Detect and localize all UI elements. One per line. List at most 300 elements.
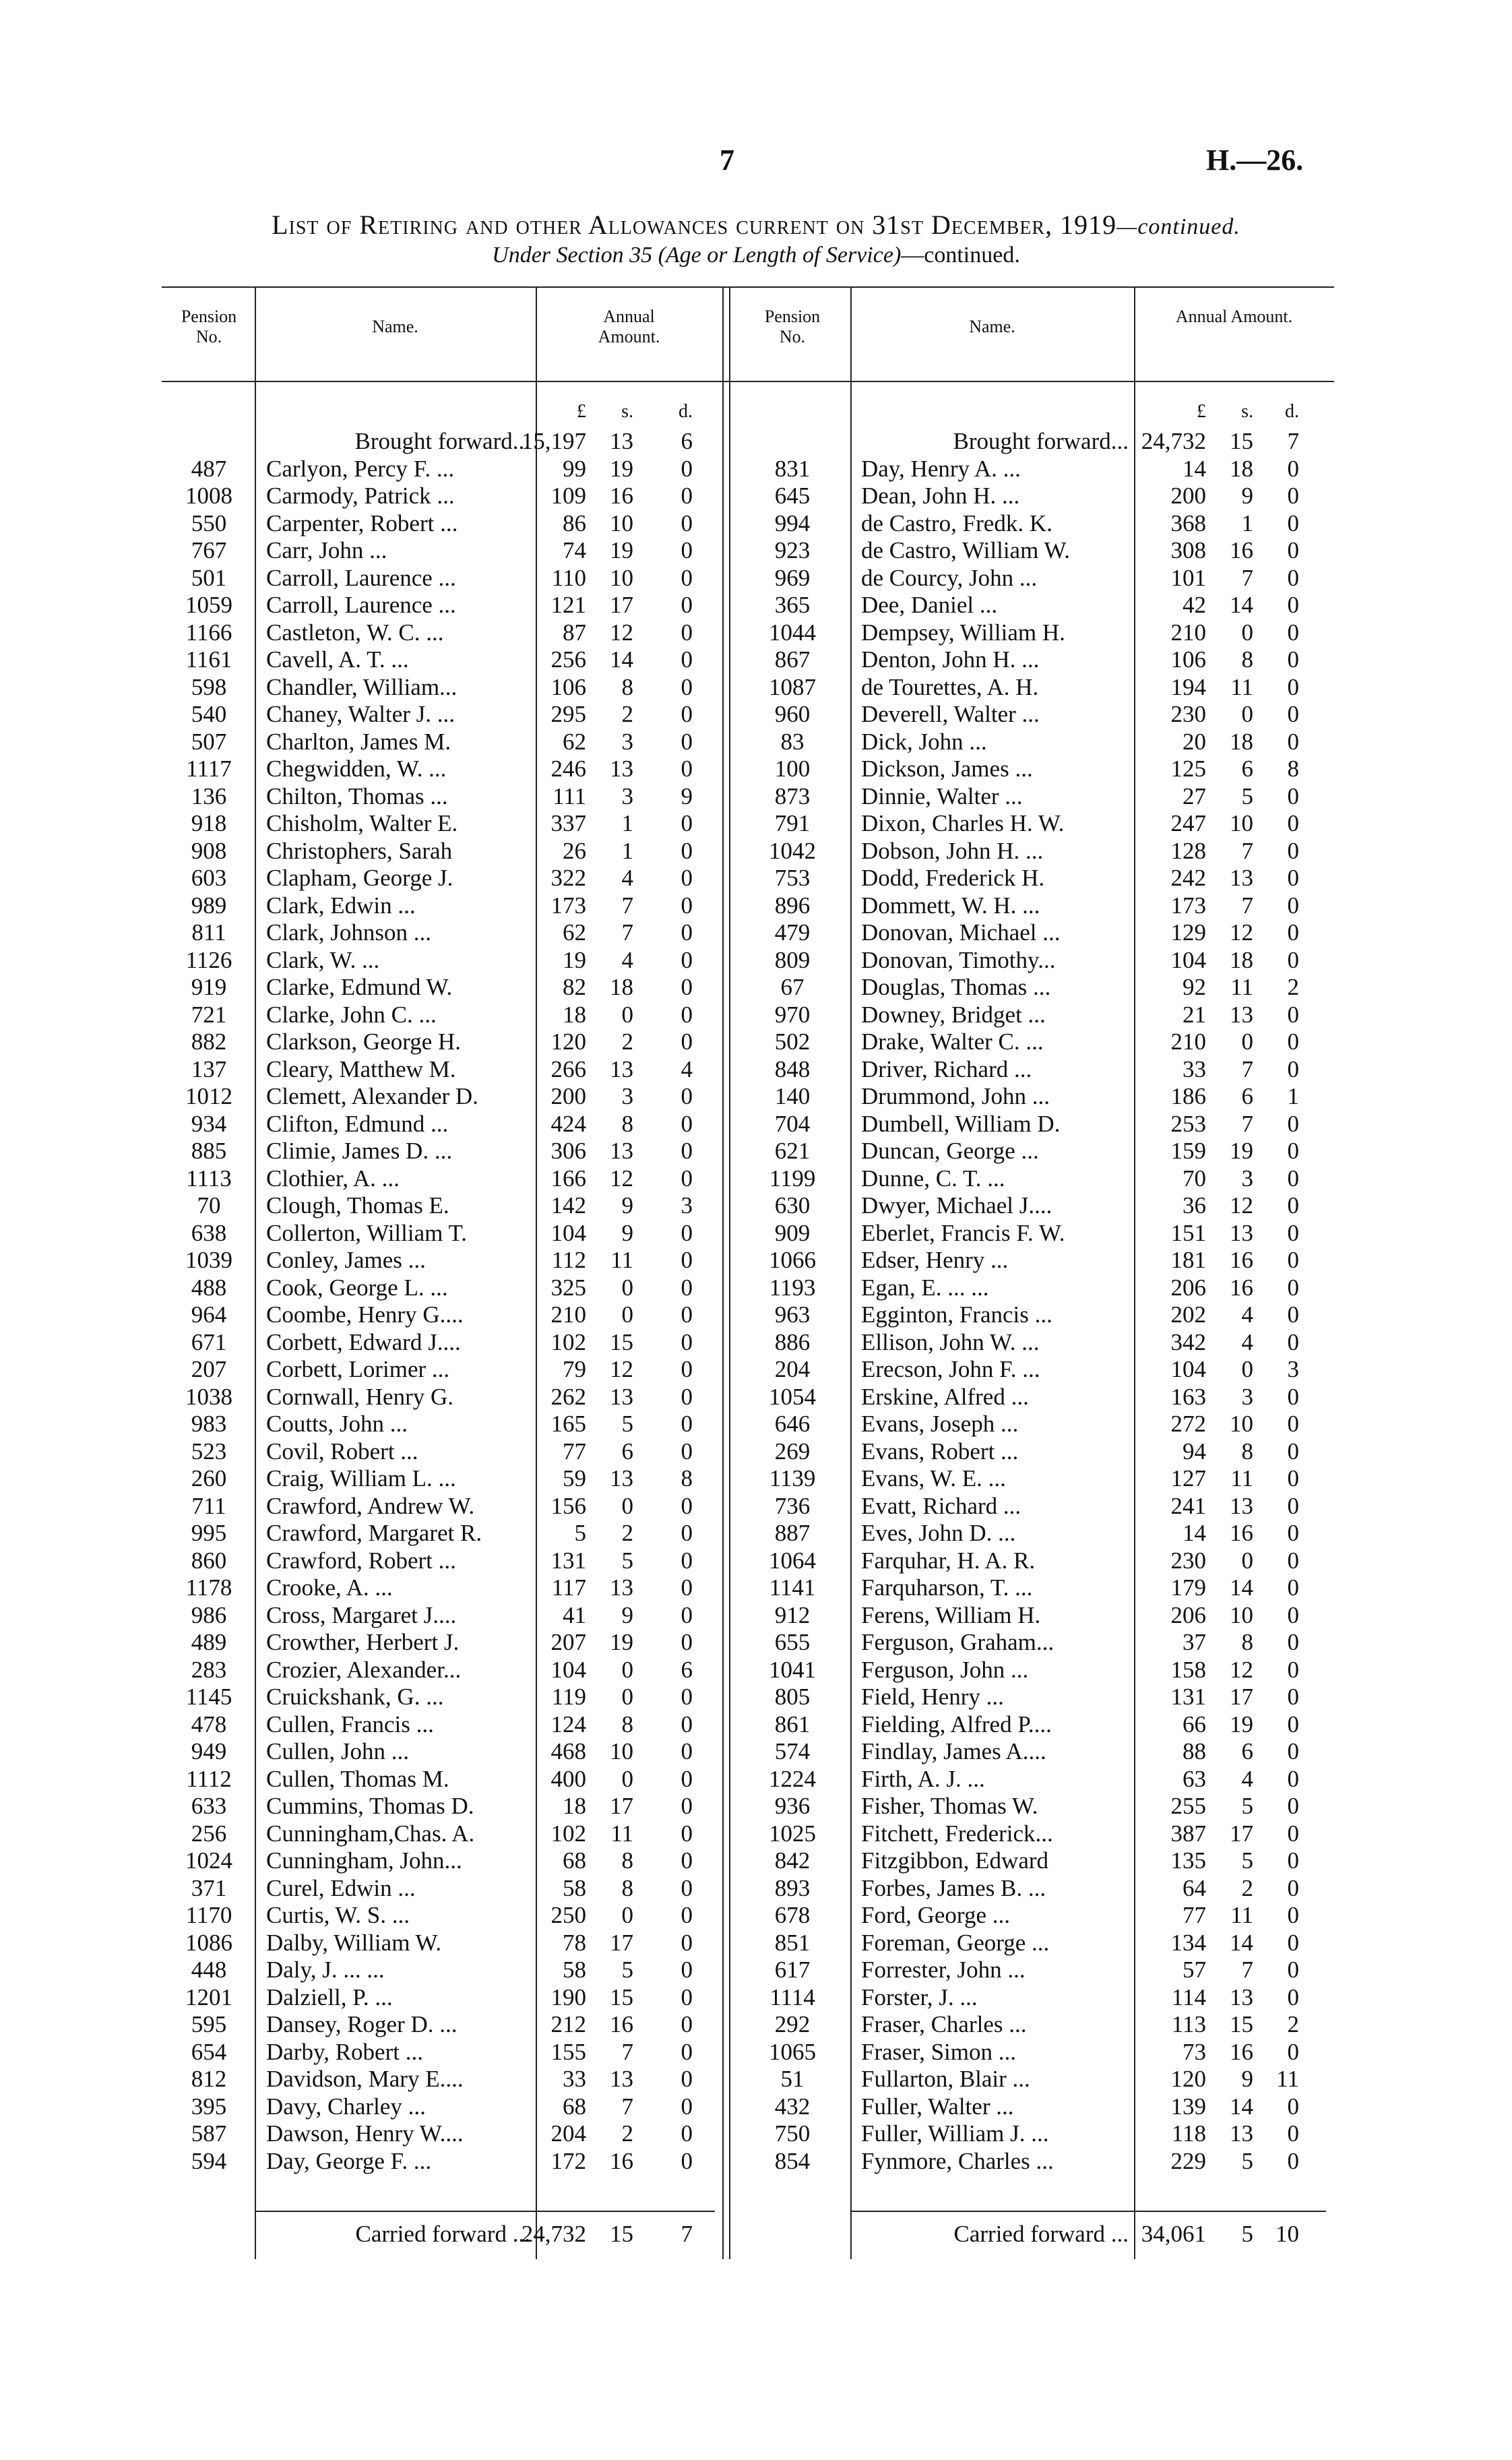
left-pensioner-name: Coutts, John ...	[266, 1411, 408, 1437]
left-pensioner-name: Cullen, John ...	[266, 1738, 409, 1764]
left-annual-amount-shillings: 13	[610, 1383, 633, 1410]
right-pension-no: 1114	[769, 1984, 815, 2010]
right-annual-amount-pounds: 368	[1170, 510, 1206, 536]
left-pensioner-name: Davidson, Mary E....	[266, 2066, 464, 2092]
left-pensioner-name: Carlyon, Percy F. ...	[266, 455, 455, 482]
left-annual-amount-pence: 0	[681, 946, 693, 973]
right-pensioner-name: Ferens, William H.	[861, 1601, 1041, 1628]
right-annual-amount-pence: 0	[1287, 1656, 1299, 1683]
left-annual-amount-pounds: 400	[550, 1765, 586, 1792]
left-annual-amount-pence: 0	[681, 1765, 693, 1792]
right-header-name: Name.	[969, 317, 1015, 336]
left-annual-amount-pounds: 306	[550, 1138, 586, 1164]
right-annual-amount-pence: 0	[1287, 1301, 1299, 1328]
left-pensioner-name: Chaney, Walter J. ...	[266, 701, 455, 727]
left-annual-amount-pence: 3	[681, 1192, 693, 1219]
left-annual-amount-shillings: 0	[621, 1492, 633, 1519]
right-pensioner-name: Drake, Walter C. ...	[861, 1028, 1044, 1055]
right-pension-no: 83	[780, 728, 805, 755]
left-pension-no: 860	[191, 1547, 227, 1574]
right-annual-amount-pence: 0	[1287, 1465, 1299, 1492]
left-annual-amount-pounds: 62	[563, 728, 586, 755]
right-currency-pence: d.	[1285, 401, 1299, 422]
left-annual-amount-shillings: 1	[621, 837, 633, 864]
right-annual-amount-shillings: 5	[1241, 2147, 1253, 2174]
left-pensioner-name: Cornwall, Henry G.	[266, 1383, 454, 1410]
left-annual-amount-shillings: 0	[621, 1274, 633, 1301]
right-pensioner-name: Eberlet, Francis F. W.	[861, 1219, 1065, 1246]
left-annual-amount-shillings: 11	[610, 1820, 633, 1847]
left-annual-amount-shillings: 16	[610, 2147, 633, 2174]
right-pension-no: 1054	[769, 1383, 816, 1410]
left-pension-no: 1126	[185, 946, 232, 973]
right-pension-no: 574	[774, 1738, 811, 1764]
right-annual-amount-pounds: 104	[1170, 1356, 1206, 1382]
left-pensioner-name: Carr, John ...	[266, 537, 387, 563]
left-pensioner-name: Daly, J. ... ...	[266, 1957, 385, 1983]
left-annual-amount-shillings: 8	[621, 1110, 633, 1137]
right-pension-no: 963	[774, 1301, 811, 1328]
left-annual-amount-shillings: 13	[610, 1055, 633, 1082]
right-pensioner-name: Duncan, George ...	[861, 1138, 1039, 1164]
left-pension-no: 487	[191, 455, 227, 482]
left-annual-amount-pounds: 173	[550, 892, 586, 919]
right-brought-forward-shillings: 15	[1230, 428, 1253, 454]
left-pension-no: 711	[191, 1492, 226, 1519]
right-annual-amount-pounds: 33	[1183, 1055, 1206, 1082]
left-pensioner-name: Crawford, Andrew W.	[266, 1492, 475, 1519]
left-annual-amount-pence: 0	[681, 1219, 693, 1246]
left-pensioner-name: Coombe, Henry G....	[266, 1301, 464, 1328]
right-annual-amount-pence: 0	[1287, 483, 1299, 509]
right-annual-amount-pounds: 73	[1183, 2038, 1206, 2065]
right-pension-no: 51	[780, 2066, 805, 2092]
right-pension-no: 1044	[769, 619, 816, 646]
right-annual-amount-shillings: 19	[1230, 1138, 1253, 1164]
left-annual-amount-pence: 0	[681, 1847, 693, 1874]
title-suffix: —continued.	[1116, 214, 1240, 239]
left-pensioner-name: Day, George F. ...	[266, 2147, 432, 2174]
document-reference: H.—26.	[1206, 144, 1304, 177]
left-pension-no: 70	[197, 1192, 221, 1219]
body-bottom-rule-left	[255, 2211, 715, 2212]
left-annual-amount-pounds: 207	[550, 1629, 586, 1655]
left-pensioner-name: Collerton, William T.	[266, 1219, 468, 1246]
right-annual-amount-pence: 0	[1287, 1601, 1299, 1628]
right-annual-amount-pounds: 21	[1183, 1001, 1206, 1028]
left-annual-amount-pence: 0	[681, 1247, 693, 1273]
left-brought-forward-shillings: 13	[610, 428, 633, 454]
subtitle-suffix: —continued.	[901, 243, 1020, 268]
right-annual-amount-pounds: 135	[1170, 1847, 1206, 1874]
left-annual-amount-shillings: 12	[610, 1356, 633, 1382]
left-pension-no: 594	[191, 2147, 227, 2174]
right-pensioner-name: Dobson, John H. ...	[861, 837, 1044, 864]
left-annual-amount-pounds: 102	[550, 1328, 586, 1355]
left-annual-amount-pounds: 262	[550, 1383, 586, 1410]
right-carried-forward-shillings: 5	[1241, 2221, 1253, 2247]
left-annual-amount-pounds: 210	[550, 1301, 586, 1328]
left-annual-amount-pence: 0	[681, 1001, 693, 1028]
right-annual-amount-pence: 0	[1287, 1110, 1299, 1137]
right-annual-amount-pounds: 66	[1183, 1711, 1206, 1738]
left-annual-amount-pounds: 250	[550, 1902, 586, 1928]
right-annual-amount-shillings: 8	[1241, 646, 1253, 673]
right-pensioner-name: Evatt, Richard ...	[861, 1492, 1021, 1519]
right-annual-amount-shillings: 9	[1241, 2066, 1253, 2092]
right-annual-amount-pounds: 70	[1183, 1165, 1206, 1192]
left-annual-amount-shillings: 2	[621, 701, 633, 727]
left-annual-amount-shillings: 7	[621, 892, 633, 919]
left-annual-amount-pence: 0	[681, 564, 693, 591]
left-pensioner-name: Covil, Robert ...	[266, 1438, 418, 1465]
right-pensioner-name: Farquhar, H. A. R.	[861, 1547, 1036, 1574]
left-annual-amount-shillings: 16	[610, 483, 633, 509]
left-annual-amount-pence: 0	[681, 2093, 693, 2120]
right-pension-no: 1087	[769, 673, 816, 700]
left-pensioner-name: Curel, Edwin ...	[266, 1874, 416, 1901]
left-annual-amount-shillings: 3	[621, 1083, 633, 1109]
left-annual-amount-shillings: 0	[621, 1001, 633, 1028]
left-annual-amount-pence: 0	[681, 1274, 693, 1301]
left-pensioner-name: Cunningham, John...	[266, 1847, 462, 1874]
right-annual-amount-pounds: 308	[1170, 537, 1206, 563]
left-annual-amount-pounds: 424	[550, 1110, 586, 1137]
left-annual-amount-pence: 0	[681, 592, 693, 618]
right-annual-amount-pounds: 118	[1171, 2120, 1206, 2147]
left-annual-amount-pounds: 18	[563, 1001, 586, 1028]
right-annual-amount-pounds: 210	[1170, 619, 1206, 646]
right-annual-amount-pounds: 242	[1170, 865, 1206, 891]
left-annual-amount-pounds: 322	[550, 865, 586, 891]
right-pensioner-name: Ford, George ...	[861, 1902, 1010, 1928]
right-pension-no: 893	[774, 1874, 811, 1901]
right-pension-no: 1224	[769, 1765, 816, 1792]
right-pensioner-name: Downey, Bridget ...	[861, 1001, 1046, 1028]
right-pensioner-name: Deverell, Walter ...	[861, 701, 1040, 727]
right-pensioner-name: Fuller, William J. ...	[861, 2120, 1049, 2147]
left-annual-amount-pounds: 204	[550, 2120, 586, 2147]
right-annual-amount-pence: 0	[1287, 1574, 1299, 1601]
left-pensioner-name: Cleary, Matthew M.	[266, 1055, 456, 1082]
right-pensioner-name: Driver, Richard ...	[861, 1055, 1032, 1082]
left-pension-no: 1117	[186, 756, 232, 782]
right-pensioner-name: de Castro, William W.	[861, 537, 1071, 563]
left-annual-amount-shillings: 9	[621, 1219, 633, 1246]
left-annual-amount-shillings: 13	[610, 1465, 633, 1492]
left-annual-amount-pence: 0	[681, 1492, 693, 1519]
right-annual-amount-shillings: 7	[1241, 1957, 1253, 1983]
left-pension-no: 598	[191, 673, 227, 700]
right-pensioner-name: Forbes, James B. ...	[861, 1874, 1046, 1901]
left-annual-amount-shillings: 16	[610, 2011, 633, 2037]
right-annual-amount-pence: 0	[1287, 2120, 1299, 2147]
right-annual-amount-shillings: 2	[1241, 1874, 1253, 1901]
left-annual-amount-pence: 0	[681, 1601, 693, 1628]
right-pension-no: 292	[774, 2011, 811, 2037]
right-pensioner-name: Forster, J. ...	[861, 1984, 978, 2010]
left-annual-amount-shillings: 15	[610, 1984, 633, 2010]
right-annual-amount-shillings: 7	[1241, 1110, 1253, 1137]
left-carried-forward-shillings: 15	[610, 2221, 633, 2247]
right-pension-no: 621	[774, 1138, 811, 1164]
right-annual-amount-shillings: 7	[1241, 1055, 1253, 1082]
left-pensioner-name: Clark, Edwin ...	[266, 892, 416, 919]
left-annual-amount-pounds: 68	[563, 1847, 586, 1874]
right-carried-forward-pounds: 34,061	[1141, 2221, 1206, 2247]
left-pensioner-name: Clarke, Edmund W.	[266, 974, 453, 1000]
left-annual-amount-pounds: 68	[563, 2093, 586, 2120]
right-annual-amount-pence: 0	[1287, 1929, 1299, 1956]
right-annual-amount-pence: 0	[1287, 1957, 1299, 1983]
left-pension-no: 919	[191, 974, 227, 1000]
right-annual-amount-pounds: 127	[1170, 1465, 1206, 1492]
right-annual-amount-pounds: 200	[1170, 483, 1206, 509]
left-annual-amount-pence: 0	[681, 619, 693, 646]
right-pension-no: 502	[774, 1028, 811, 1055]
right-pensioner-name: Donovan, Michael ...	[861, 919, 1061, 946]
left-annual-amount-shillings: 8	[621, 1874, 633, 1901]
right-annual-amount-pence: 0	[1287, 1629, 1299, 1655]
left-currency-shillings: s.	[621, 401, 633, 422]
page-title	[0, 209, 1512, 241]
left-annual-amount-pounds: 62	[563, 919, 586, 946]
right-pension-no: 969	[774, 564, 811, 591]
left-annual-amount-pounds: 106	[550, 673, 586, 700]
left-pensioner-name: Clapham, George J.	[266, 865, 453, 891]
right-annual-amount-pence: 0	[1287, 1847, 1299, 1874]
left-pensioner-name: Christophers, Sarah	[266, 837, 453, 864]
right-annual-amount-shillings: 11	[1230, 673, 1253, 700]
right-annual-amount-shillings: 11	[1230, 1465, 1253, 1492]
left-pensioner-name: Carmody, Patrick ...	[266, 483, 455, 509]
left-annual-amount-shillings: 5	[621, 1547, 633, 1574]
left-annual-amount-pounds: 131	[550, 1547, 586, 1574]
right-pension-no: 861	[774, 1711, 811, 1738]
left-annual-amount-pence: 0	[681, 1110, 693, 1137]
right-pension-no: 678	[774, 1902, 811, 1928]
right-annual-amount-pounds: 229	[1170, 2147, 1206, 2174]
left-annual-amount-pounds: 200	[550, 1083, 586, 1109]
left-annual-amount-shillings: 3	[621, 782, 633, 809]
subtitle-text: Under Section 35 (Age or Length of Service)	[492, 243, 902, 268]
right-annual-amount-pounds: 230	[1170, 1547, 1206, 1574]
left-annual-amount-shillings: 13	[610, 2066, 633, 2092]
right-annual-amount-shillings: 7	[1241, 837, 1253, 864]
left-annual-amount-shillings: 3	[621, 728, 633, 755]
right-annual-amount-pence: 0	[1287, 1028, 1299, 1055]
right-annual-amount-shillings: 5	[1241, 782, 1253, 809]
left-annual-amount-shillings: 7	[621, 919, 633, 946]
right-pensioner-name: Foreman, George ...	[861, 1929, 1050, 1956]
left-annual-amount-pence: 4	[681, 1055, 693, 1082]
right-pension-no: 912	[774, 1601, 811, 1628]
right-annual-amount-pence: 0	[1287, 592, 1299, 618]
right-annual-amount-shillings: 8	[1241, 1438, 1253, 1465]
left-carried-forward-label: Carried forward ...	[355, 2221, 530, 2247]
left-annual-amount-pounds: 86	[563, 510, 586, 536]
right-annual-amount-pence: 0	[1287, 1383, 1299, 1410]
left-pensioner-name: Dalziell, P. ...	[266, 1984, 393, 2010]
left-pensioner-name: Cook, George L. ...	[266, 1274, 448, 1301]
right-annual-amount-pence: 0	[1287, 919, 1299, 946]
body-bottom-rule-right	[850, 2211, 1326, 2212]
left-pension-no: 507	[191, 728, 227, 755]
right-annual-amount-shillings: 10	[1230, 810, 1253, 836]
right-pensioner-name: Fitchett, Frederick...	[861, 1820, 1053, 1847]
left-annual-amount-pence: 0	[681, 1738, 693, 1764]
right-annual-amount-pence: 0	[1287, 1984, 1299, 2010]
right-annual-amount-shillings: 13	[1230, 1001, 1253, 1028]
right-pension-no: 854	[774, 2147, 811, 2174]
left-annual-amount-shillings: 13	[610, 1138, 633, 1164]
right-annual-amount-pence: 0	[1287, 892, 1299, 919]
left-pension-no: 1039	[185, 1247, 232, 1273]
left-pensioner-name: Climie, James D. ...	[266, 1138, 453, 1164]
right-pensioner-name: Fitzgibbon, Edward	[861, 1847, 1049, 1874]
right-annual-amount-pence: 0	[1287, 1001, 1299, 1028]
left-pensioner-name: Clough, Thomas E.	[266, 1192, 449, 1219]
right-annual-amount-pence: 0	[1287, 837, 1299, 864]
left-annual-amount-pence: 0	[681, 2120, 693, 2147]
table-top-rule	[162, 286, 1334, 288]
left-pension-no: 633	[191, 1793, 227, 1819]
right-pension-no: 736	[774, 1492, 811, 1519]
right-annual-amount-shillings: 6	[1241, 1083, 1253, 1109]
left-annual-amount-shillings: 9	[621, 1192, 633, 1219]
left-annual-amount-pounds: 155	[550, 2038, 586, 2065]
left-pensioner-name: Cullen, Francis ...	[266, 1711, 434, 1738]
right-annual-amount-pounds: 88	[1183, 1738, 1206, 1764]
right-pension-no: 1139	[769, 1465, 816, 1492]
left-annual-amount-pounds: 58	[563, 1957, 586, 1983]
right-pensioner-name: Dommett, W. H. ...	[861, 892, 1040, 919]
right-annual-amount-pounds: 104	[1170, 946, 1206, 973]
right-annual-amount-pence: 0	[1287, 1328, 1299, 1355]
left-annual-amount-pence: 0	[681, 1301, 693, 1328]
right-pensioner-name: Firth, A. J. ...	[861, 1765, 985, 1792]
right-annual-amount-pence: 0	[1287, 1055, 1299, 1082]
left-annual-amount-pounds: 41	[563, 1601, 586, 1628]
right-pensioner-name: Fielding, Alfred P....	[861, 1711, 1052, 1738]
right-annual-amount-shillings: 7	[1241, 564, 1253, 591]
header-bottom-rule	[162, 381, 1334, 382]
left-pension-no: 1038	[185, 1383, 232, 1410]
left-pension-no: 256	[191, 1820, 227, 1847]
right-annual-amount-pounds: 173	[1170, 892, 1206, 919]
right-pensioner-name: Ellison, John W. ...	[861, 1328, 1040, 1355]
left-annual-amount-pounds: 26	[563, 837, 586, 864]
right-pension-no: 936	[774, 1793, 811, 1819]
left-pensioner-name: Crawford, Margaret R.	[266, 1520, 482, 1546]
left-annual-amount-pence: 0	[681, 1083, 693, 1109]
right-annual-amount-pounds: 151	[1170, 1219, 1206, 1246]
left-annual-amount-pence: 0	[681, 837, 693, 864]
right-pension-no: 1193	[769, 1274, 816, 1301]
right-pension-no: 1066	[769, 1247, 816, 1273]
right-annual-amount-shillings: 0	[1241, 619, 1253, 646]
left-pensioner-name: Charlton, James M.	[266, 728, 451, 755]
right-annual-amount-pence: 0	[1287, 946, 1299, 973]
right-annual-amount-shillings: 11	[1230, 974, 1253, 1000]
left-pensioner-name: Cummins, Thomas D.	[266, 1793, 474, 1819]
left-annual-amount-pence: 0	[681, 865, 693, 891]
left-pension-no: 882	[191, 1028, 227, 1055]
right-pensioner-name: Fisher, Thomas W.	[861, 1793, 1038, 1819]
left-pensioner-name: Castleton, W. C. ...	[266, 619, 444, 646]
right-pension-no: 1199	[769, 1165, 816, 1192]
left-annual-amount-shillings: 5	[621, 1957, 633, 1983]
right-annual-amount-pence: 0	[1287, 2147, 1299, 2174]
left-annual-amount-pounds: 33	[563, 2066, 586, 2092]
right-annual-amount-pence: 0	[1287, 673, 1299, 700]
left-currency-pence: d.	[679, 401, 693, 422]
right-annual-amount-pounds: 159	[1170, 1138, 1206, 1164]
right-annual-amount-shillings: 18	[1230, 728, 1253, 755]
left-annual-amount-pounds: 119	[551, 1684, 586, 1710]
right-annual-amount-pounds: 194	[1170, 673, 1206, 700]
center-double-rule-b	[729, 286, 730, 2259]
left-header-pension-no: Pension No.	[181, 307, 237, 346]
right-pensioner-name: Erecson, John F. ...	[861, 1356, 1040, 1382]
left-annual-amount-pence: 9	[681, 782, 693, 809]
left-carried-forward-pounds: 24,732	[521, 2221, 586, 2247]
left-annual-amount-pence: 0	[681, 2038, 693, 2065]
right-annual-amount-pounds: 14	[1183, 455, 1206, 482]
left-annual-amount-pence: 0	[681, 537, 693, 563]
left-pensioner-name: Cross, Margaret J....	[266, 1601, 457, 1628]
right-pension-no: 805	[774, 1684, 811, 1710]
left-pensioner-name: Davy, Charley ...	[266, 2093, 426, 2120]
left-annual-amount-pence: 0	[681, 810, 693, 836]
left-annual-amount-pounds: 112	[551, 1247, 586, 1273]
right-annual-amount-pence: 0	[1287, 1274, 1299, 1301]
left-pensioner-name: Crooke, A. ...	[266, 1574, 393, 1601]
right-pension-no: 646	[774, 1411, 811, 1437]
right-annual-amount-shillings: 17	[1230, 1684, 1253, 1710]
left-pension-no: 550	[191, 510, 227, 536]
left-annual-amount-shillings: 1	[621, 810, 633, 836]
left-annual-amount-pounds: 190	[550, 1984, 586, 2010]
left-pension-no: 1113	[186, 1165, 232, 1192]
left-annual-amount-pounds: 256	[550, 646, 586, 673]
right-annual-amount-pounds: 125	[1170, 756, 1206, 782]
left-pension-no: 137	[191, 1055, 227, 1082]
right-annual-amount-pounds: 158	[1170, 1656, 1206, 1683]
left-annual-amount-pounds: 109	[550, 483, 586, 509]
right-annual-amount-shillings: 0	[1241, 1356, 1253, 1382]
left-pension-no: 1166	[185, 619, 232, 646]
right-pension-no: 432	[774, 2093, 811, 2120]
right-pensioner-name: de Castro, Fredk. K.	[861, 510, 1052, 536]
right-annual-amount-pounds: 36	[1183, 1192, 1206, 1219]
left-pension-no: 934	[191, 1110, 227, 1137]
right-pension-no: 365	[774, 592, 811, 618]
right-annual-amount-shillings: 13	[1230, 1984, 1253, 2010]
right-pensioner-name: Field, Henry ...	[861, 1684, 1004, 1710]
right-annual-amount-pence: 2	[1287, 974, 1299, 1000]
left-pension-no: 501	[191, 564, 227, 591]
left-annual-amount-pence: 0	[681, 673, 693, 700]
right-pensioner-name: Dwyer, Michael J....	[861, 1192, 1052, 1219]
left-annual-amount-pence: 0	[681, 646, 693, 673]
right-annual-amount-shillings: 12	[1230, 1192, 1253, 1219]
right-annual-amount-pence: 0	[1287, 564, 1299, 591]
left-annual-amount-shillings: 10	[610, 510, 633, 536]
right-carried-forward-pence: 10	[1275, 2221, 1299, 2247]
right-pension-no: 873	[774, 782, 811, 809]
left-pensioner-name: Darby, Robert ...	[266, 2038, 423, 2065]
